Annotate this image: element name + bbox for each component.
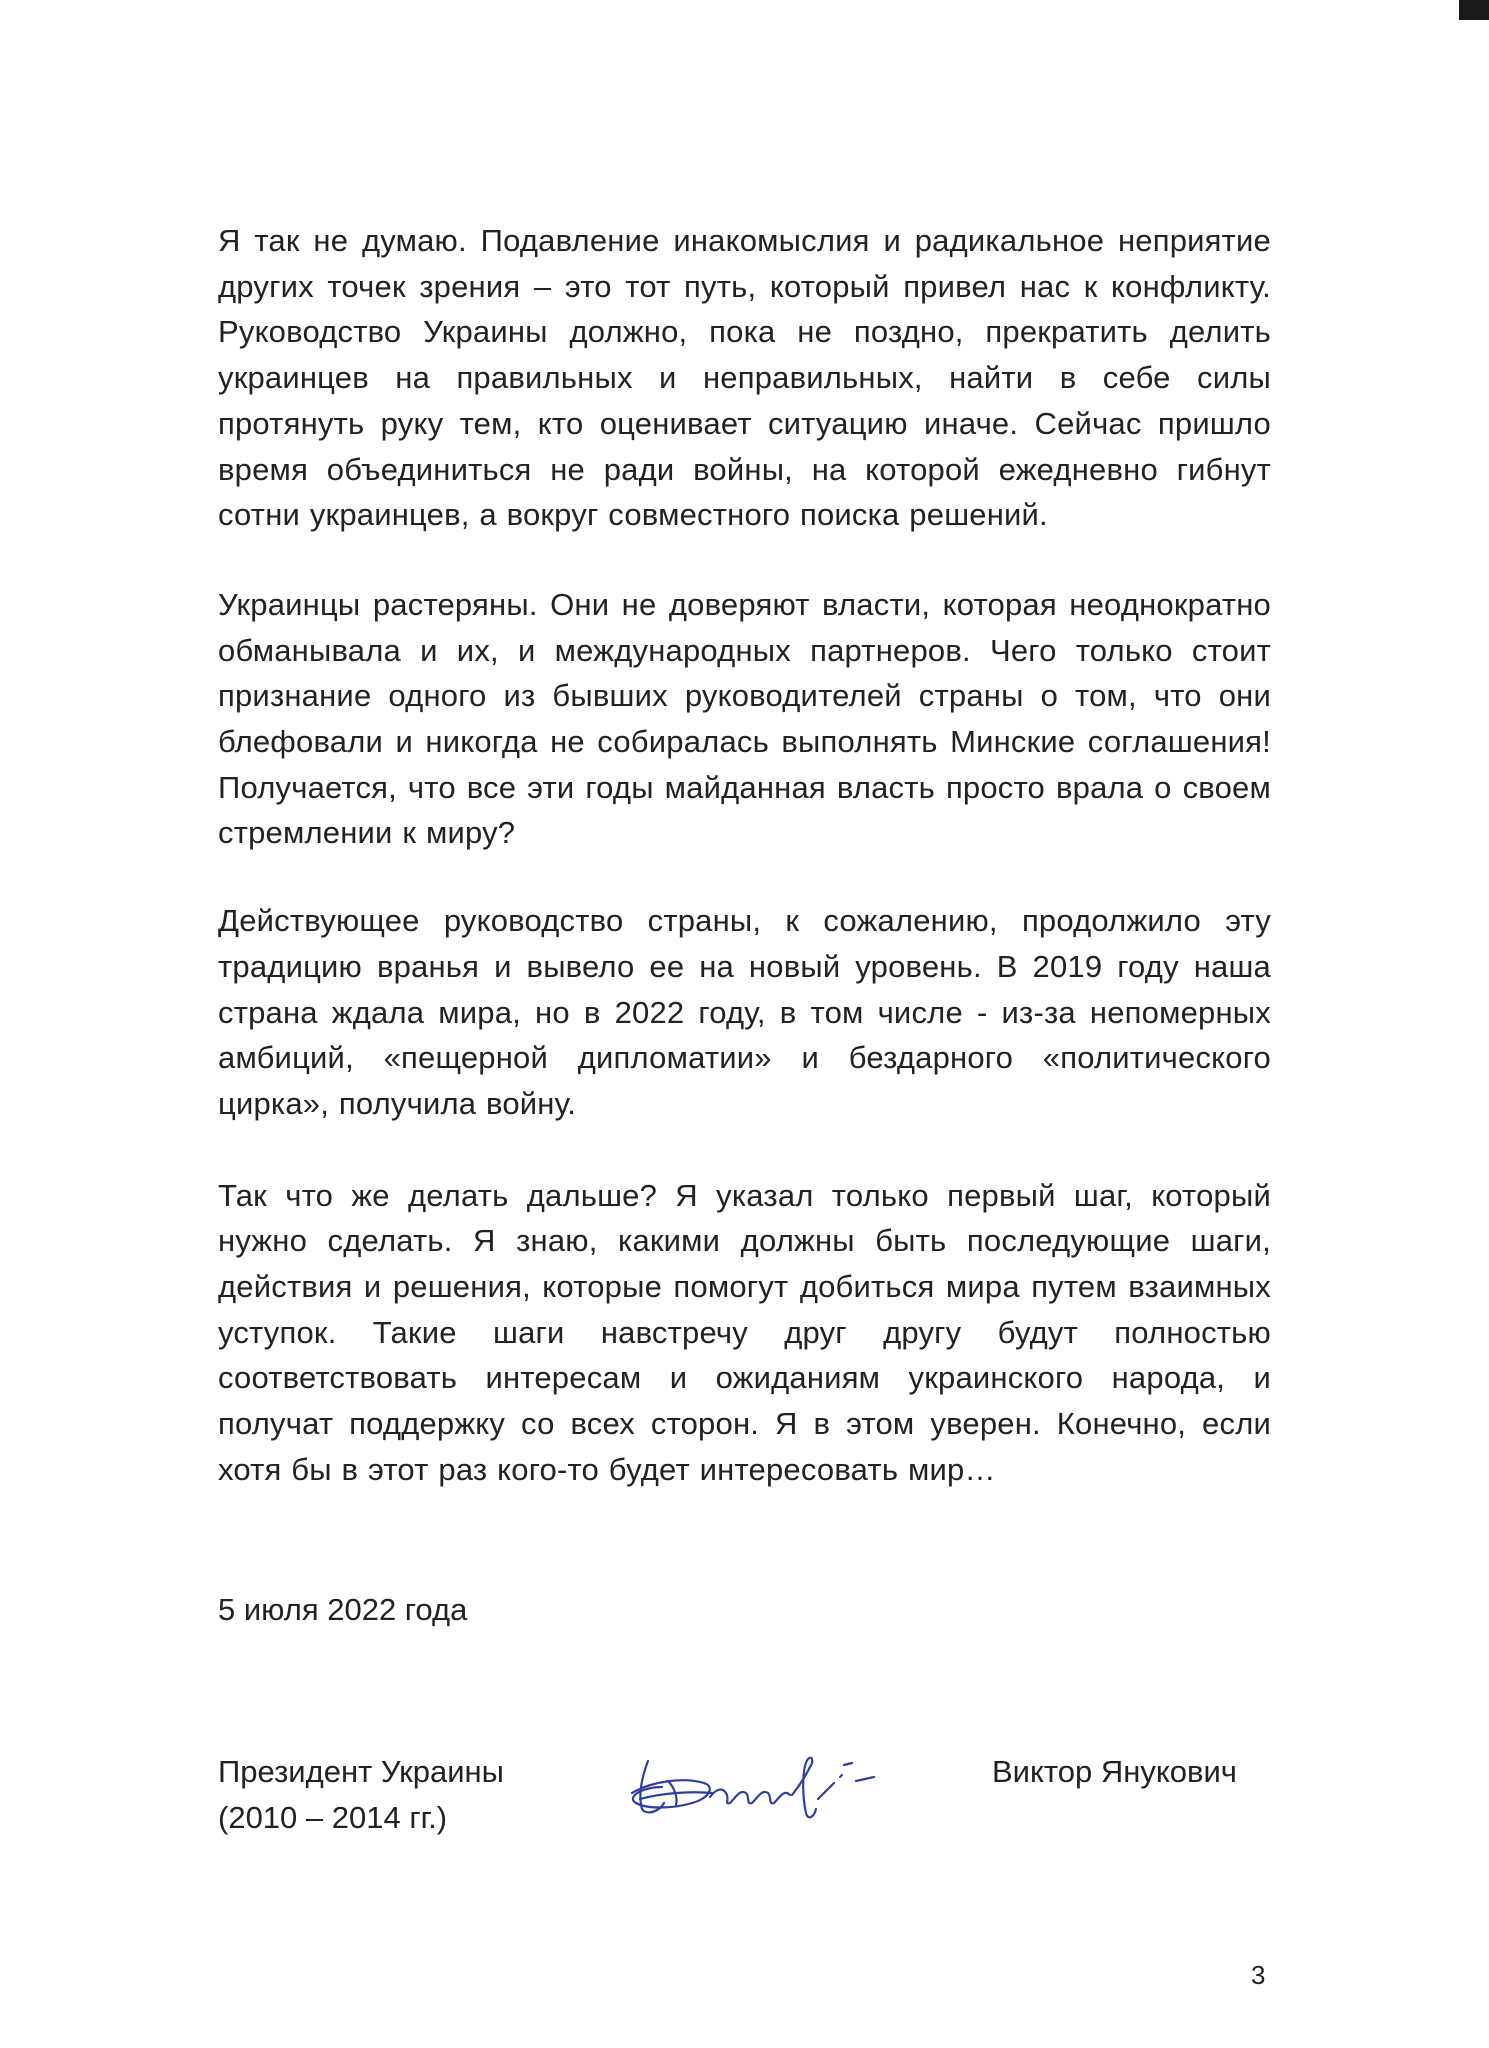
scan-corner-mark xyxy=(1459,0,1489,20)
paragraph-4: Так что же делать дальше? Я указал только первый шаг, который нужно сделать. Я знаю, какими должны быть последующие шаги, действия и решения, которые помогут добиться мира путем взаимных уступок. Такие шаги навстречу друг другу будут полностью соответствовать интересам и ожиданиям украинского народа, и получат поддержку со всех сторон. Я в этом уверен. Конечно, если хотя бы в этот раз кого-то будет интересовать мир… xyxy=(218,1177,1271,1487)
signatory-title-line-1: Президент Украины xyxy=(218,1754,504,1789)
signatory-name: Виктор Янукович xyxy=(992,1754,1237,1789)
paragraph-1: Я так не думаю. Подавление инакомыслия и радикальное неприятие других точек зрения – это тот путь, который привел нас к конфликту. Руководство Украины должно, пока не поздно, прекратить делить украинцев на правильных и неправильных, найти в себе силы протянуть руку тем, кто оценивает ситуацию иначе. Сейчас пришло время объединиться не ради войны, на которой ежедневно гибнут сотни украинцев, а вокруг совместного поиска решений. xyxy=(218,223,1271,533)
letter-body xyxy=(218,218,1271,1537)
handwritten-signature xyxy=(612,1725,892,1835)
page-number: 3 xyxy=(1251,1960,1266,1990)
paragraph-3: Действующее руководство страны, к сожалению, продолжило эту традицию вранья и вывело ее на новый уровень. В 2019 году наша страна ждала мира, но в 2022 году, в том числе - из-за непомерных амбиций, «пещерной дипломатии» и бездарного «политического цирка», получила войну. xyxy=(218,903,1271,1121)
signatory-title xyxy=(218,1749,504,1841)
paragraph-2: Украинцы растеряны. Они не доверяют власти, которая неоднократно обманывала и их, и международных партнеров. Чего только стоит признание одного из бывших руководителей страны о том, что они блефовали и никогда не собиралась выполнять Минские соглашения! Получается, что все эти годы майданная власть просто врала о своем стремлении к миру? xyxy=(218,586,1271,851)
letter-date: 5 июля 2022 года xyxy=(218,1592,468,1627)
signatory-title-line-2: (2010 – 2014 гг.) xyxy=(218,1800,448,1835)
